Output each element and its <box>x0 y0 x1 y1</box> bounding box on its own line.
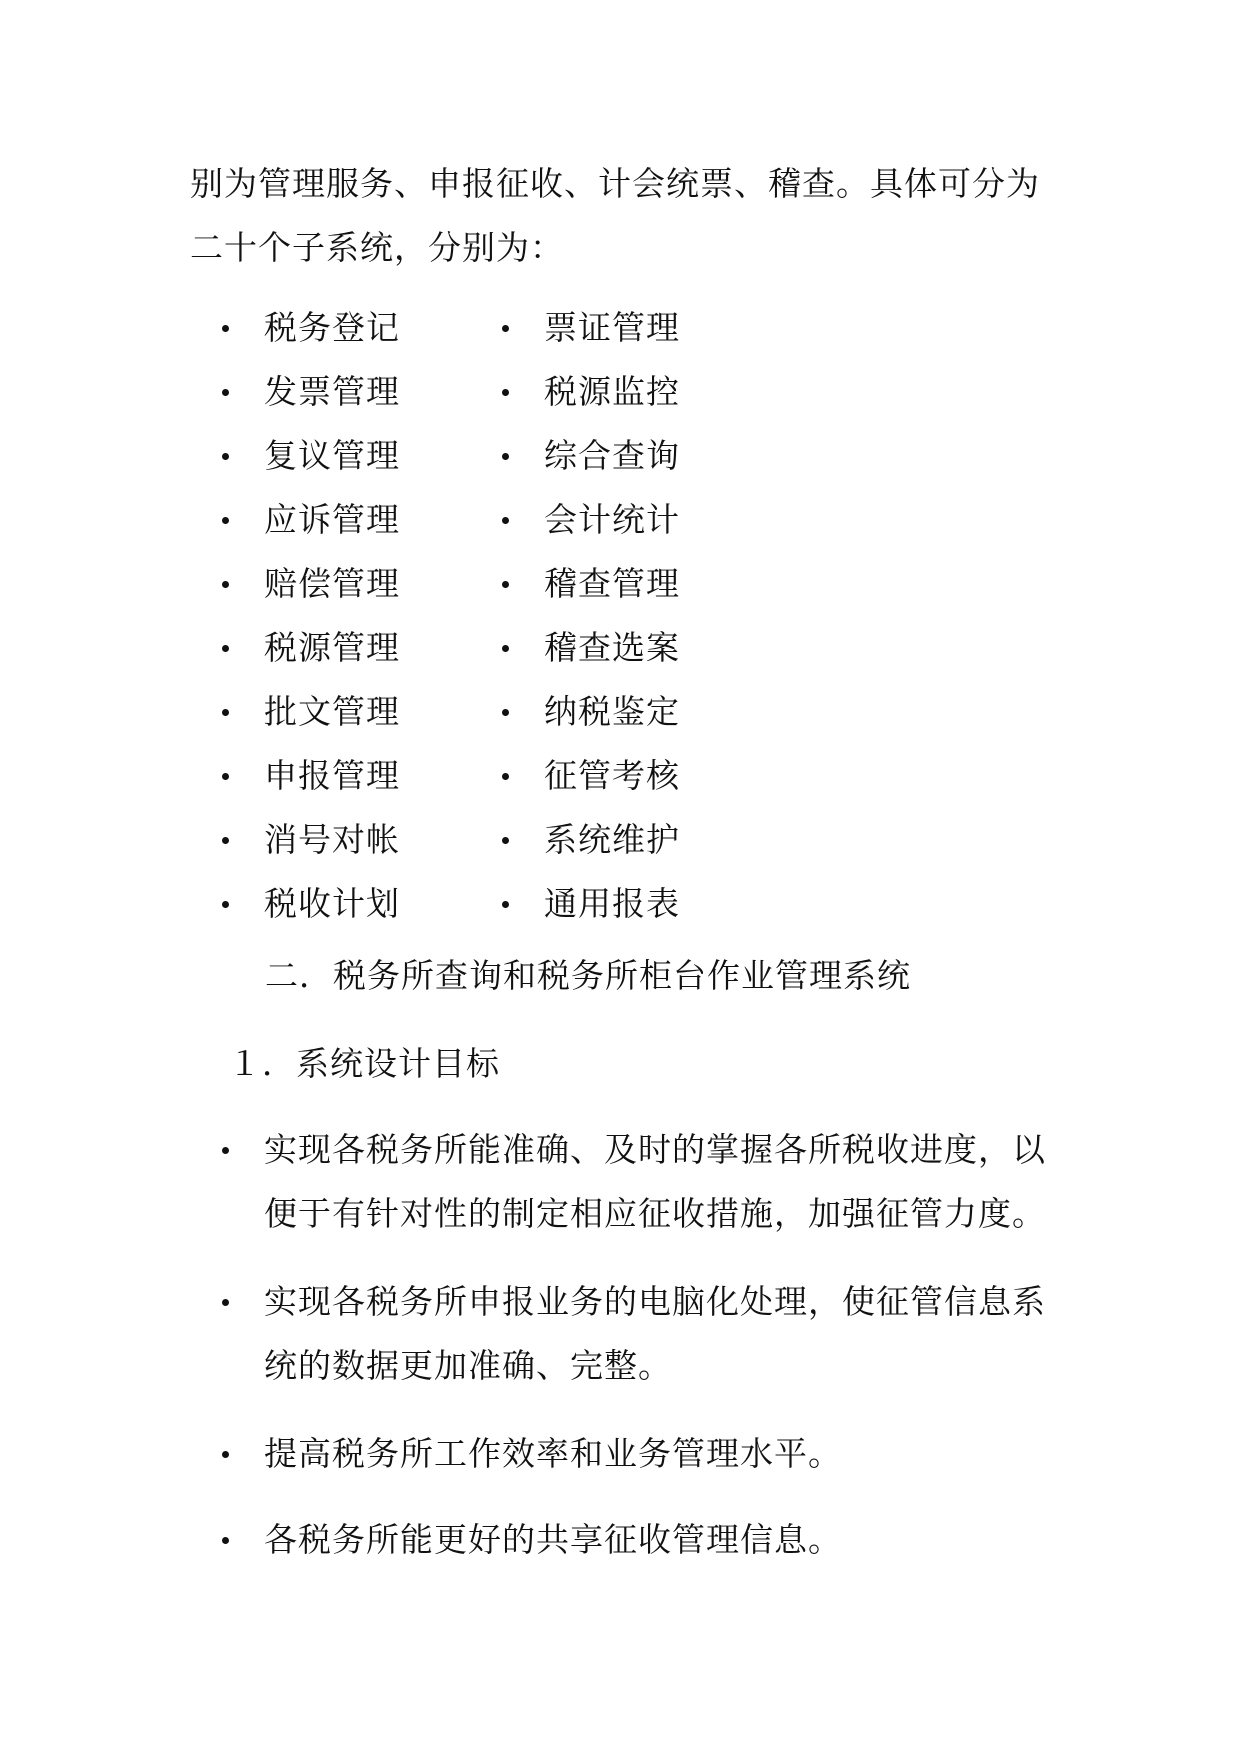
bullet-icon <box>502 709 509 716</box>
bullet-icon <box>222 1147 229 1154</box>
bullet-icon <box>222 1299 229 1306</box>
list-row <box>222 808 782 872</box>
bullet-icon <box>222 901 229 908</box>
bullet-icon <box>222 645 229 652</box>
bullet-icon <box>502 453 509 460</box>
bullet-icon <box>222 709 229 716</box>
list-item: 批文管理 <box>222 680 400 744</box>
list-row <box>222 296 782 360</box>
list-row <box>222 488 782 552</box>
section-heading: 二．税务所查询和税务所柜台作业管理系统 <box>265 956 911 995</box>
bullet-icon <box>502 773 509 780</box>
list-item: 申报管理 <box>222 744 400 808</box>
bullet-icon <box>502 581 509 588</box>
list-item: 税源监控 <box>502 360 680 424</box>
bullet-icon <box>222 325 229 332</box>
goal-item: 各税务所能更好的共享征收管理信息。 <box>222 1508 1062 1572</box>
list-item: 税收计划 <box>222 872 400 936</box>
intro-paragraph <box>190 152 1050 280</box>
list-row <box>222 744 782 808</box>
list-row <box>222 552 782 616</box>
list-item: 税源管理 <box>222 616 400 680</box>
list-item: 稽查选案 <box>502 616 680 680</box>
list-item: 系统维护 <box>502 808 680 872</box>
list-row <box>222 872 782 936</box>
list-item: 综合查询 <box>502 424 680 488</box>
list-item: 纳税鉴定 <box>502 680 680 744</box>
bullet-icon <box>502 517 509 524</box>
list-item: 征管考核 <box>502 744 680 808</box>
intro-line-1: 别为管理服务、申报征收、计会统票、稽查。具体可分为 <box>190 164 1040 203</box>
bullet-icon <box>222 453 229 460</box>
list-row <box>222 616 782 680</box>
list-item: 票证管理 <box>502 296 680 360</box>
bullet-icon <box>222 389 229 396</box>
subsystem-list <box>222 296 782 936</box>
bullet-icon <box>222 773 229 780</box>
list-item: 稽查管理 <box>502 552 680 616</box>
bullet-icon <box>222 1537 229 1544</box>
list-row <box>222 680 782 744</box>
list-row <box>222 424 782 488</box>
bullet-icon <box>502 325 509 332</box>
list-item: 会计统计 <box>502 488 680 552</box>
list-item: 税务登记 <box>222 296 400 360</box>
bullet-icon <box>222 581 229 588</box>
list-item: 通用报表 <box>502 872 680 936</box>
list-item: 发票管理 <box>222 360 400 424</box>
list-item: 赔偿管理 <box>222 552 400 616</box>
list-item: 复议管理 <box>222 424 400 488</box>
bullet-icon <box>222 837 229 844</box>
list-row <box>222 360 782 424</box>
list-item: 应诉管理 <box>222 488 400 552</box>
goal-item: 提高税务所工作效率和业务管理水平。 <box>222 1422 1062 1486</box>
bullet-icon <box>502 645 509 652</box>
bullet-icon <box>502 389 509 396</box>
subsection-heading: １．系统设计目标 <box>228 1044 500 1083</box>
goal-item: 实现各税务所能准确、及时的掌握各所税收进度，以 便于有针对性的制定相应征收措施，加强征管力度。 <box>222 1118 1062 1246</box>
bullet-icon <box>502 901 509 908</box>
bullet-icon <box>222 517 229 524</box>
bullet-icon <box>502 837 509 844</box>
bullet-icon <box>222 1451 229 1458</box>
intro-line-2: 二十个子系统，分别为： <box>190 228 564 267</box>
goal-item: 实现各税务所申报业务的电脑化处理，使征管信息系 统的数据更加准确、完整。 <box>222 1270 1062 1398</box>
list-item: 消号对帐 <box>222 808 400 872</box>
